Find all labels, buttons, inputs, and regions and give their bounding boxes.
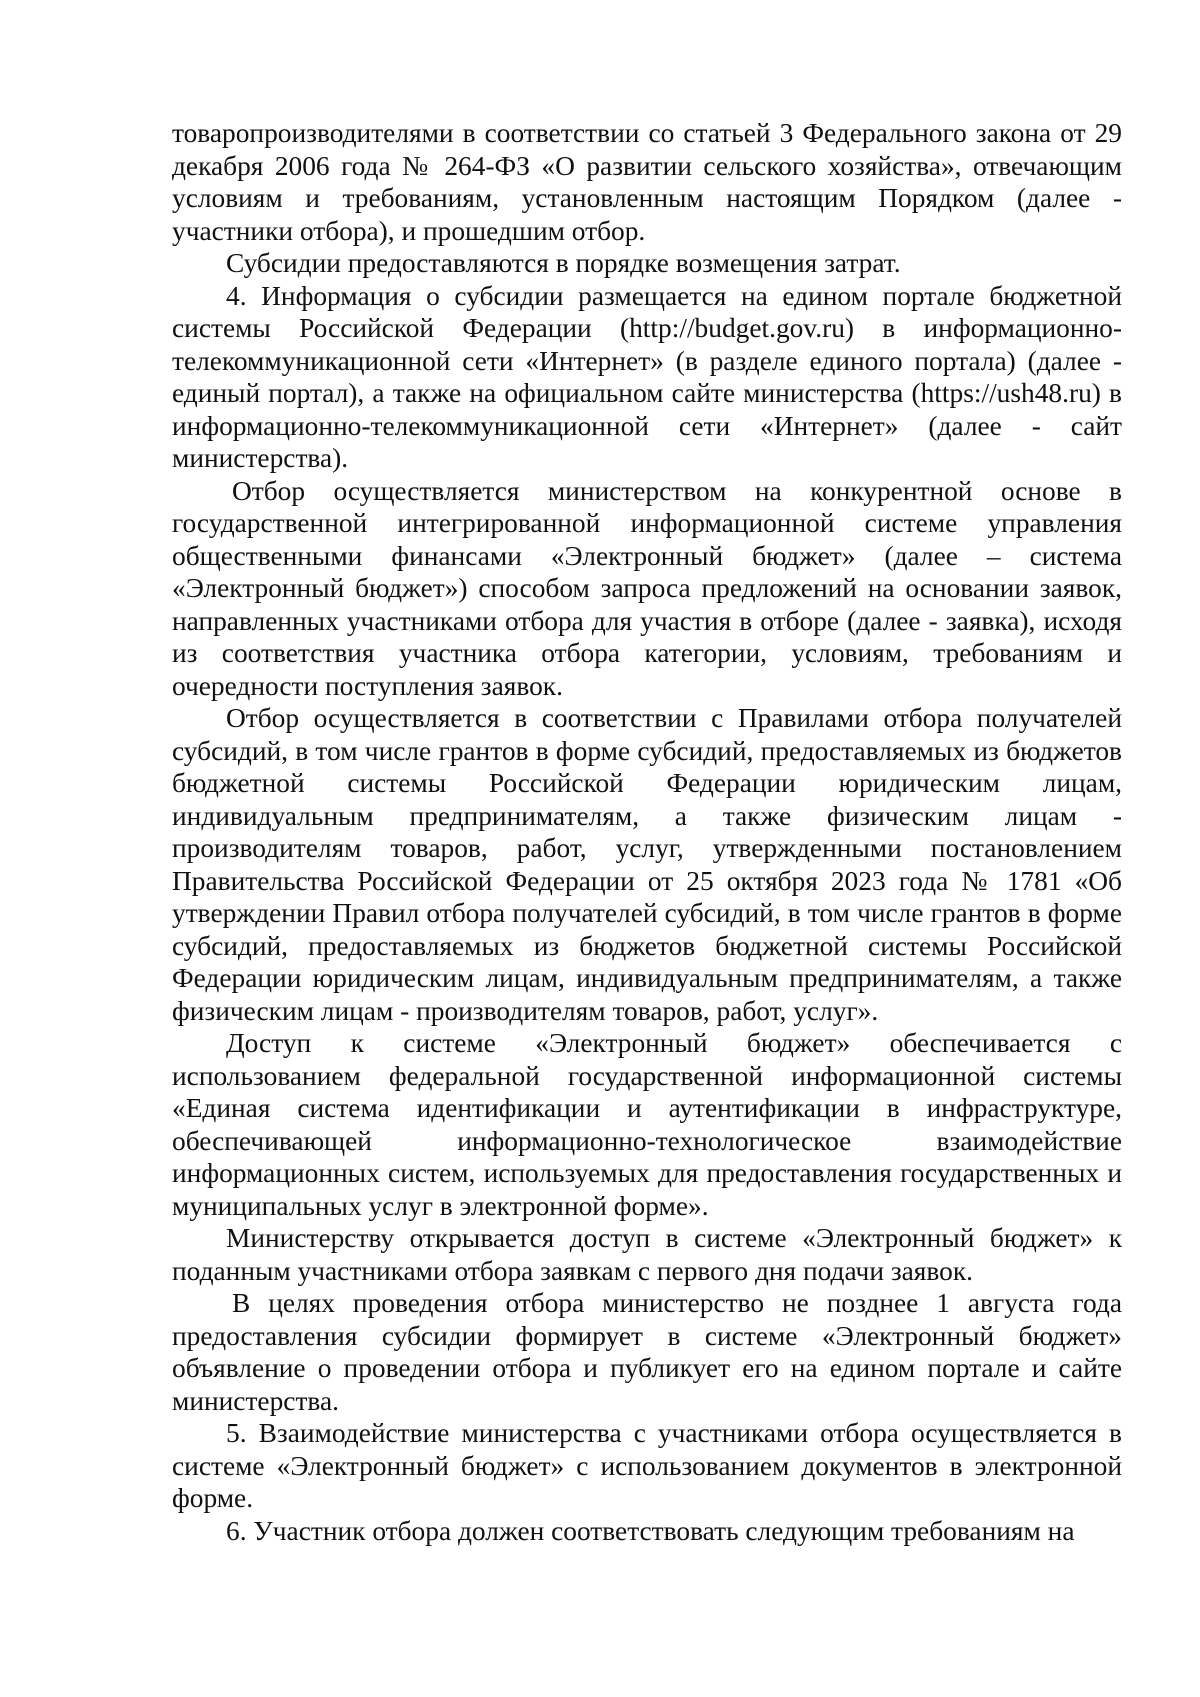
paragraph-ministry-access: Министерству открывается доступ в системе «Электронный бюджет» к поданным участниками отбора заявкам с первого дня подачи заявок. [172, 1223, 1122, 1286]
paragraph-continuation: товаропроизводителями в соответствии со статьей 3 Федерального закона от 29 декабря 2006 года № 264-ФЗ «О развитии сельского хозяйства», отвечающим условиям и требованиям, установленным настоящим Порядком (далее - участники отбора), и прошедшим отбор. [172, 118, 1122, 246]
paragraph-access: Доступ к системе «Электронный бюджет» обеспечивается с использованием федеральной государственной информационной системы «Единая система идентификации и аутентификации в инфраструктуре, обеспечивающей информационно-технологическое взаимодействие информационных систем, используемых для предоставления государственных и муниципальных услуг в электронной форме». [172, 1028, 1122, 1221]
paragraph-selection-process: Отбор осуществляется министерством на конкурентной основе в государственной интегрированной информационной системе управления общественными финансами «Электронный бюджет» (далее – система «Электронный бюджет») способом запроса предложений на основании заявок, направленных участниками отбора для участия в отборе (далее - заявка), исходя из соответствия участника отбора категории, условиям, требованиям и очередности поступления заявок. [172, 475, 1122, 701]
document-body [172, 117, 1122, 1547]
paragraph-subsidy-compensation: Субсидии предоставляются в порядке возмещения затрат. [226, 248, 901, 278]
paragraph-item-4: 4. Информация о субсидии размещается на едином портале бюджетной системы Российской Федерации (http://budget.gov.ru) в информационно-телекоммуникационной сети «Интернет» (в разделе единого портала) (далее - единый портал), а также на официальном сайте министерства (https://ush48.ru) в информационно-телекоммуникационной сети «Интернет» (далее - сайт министерства). [172, 280, 1122, 473]
paragraph-announcement: В целях проведения отбора министерство не позднее 1 августа года предоставления субсидии формирует в системе «Электронный бюджет» объявление о проведении отбора и публикует его на едином портале и сайте министерства. [172, 1288, 1122, 1416]
paragraph-item-5: 5. Взаимодействие министерства с участниками отбора осуществляется в системе «Электронный бюджет» с использованием документов в электронной форме. [172, 1418, 1122, 1513]
paragraph-item-6: 6. Участник отбора должен соответствовать следующим требованиям на [226, 1515, 1075, 1546]
paragraph-selection-rules: Отбор осуществляется в соответствии с Правилами отбора получателей субсидий, в том числе грантов в форме субсидий, предоставляемых из бюджетов бюджетной системы Российской Федерации юридическим лицам, индивидуальным предпринимателям, а также физическим лицам - производителям товаров, работ, услуг, утвержденными постановлением Правительства Российской Федерации от 25 октября 2023 года № 1781 «Об утверждении Правил отбора получателей субсидий, в том числе грантов в форме субсидий, предоставляемых из бюджетов бюджетной системы Российской Федерации юридическим лицам, индивидуальным предпринимателям, а также физическим лицам - производителям товаров, работ, услуг». [172, 703, 1122, 1026]
